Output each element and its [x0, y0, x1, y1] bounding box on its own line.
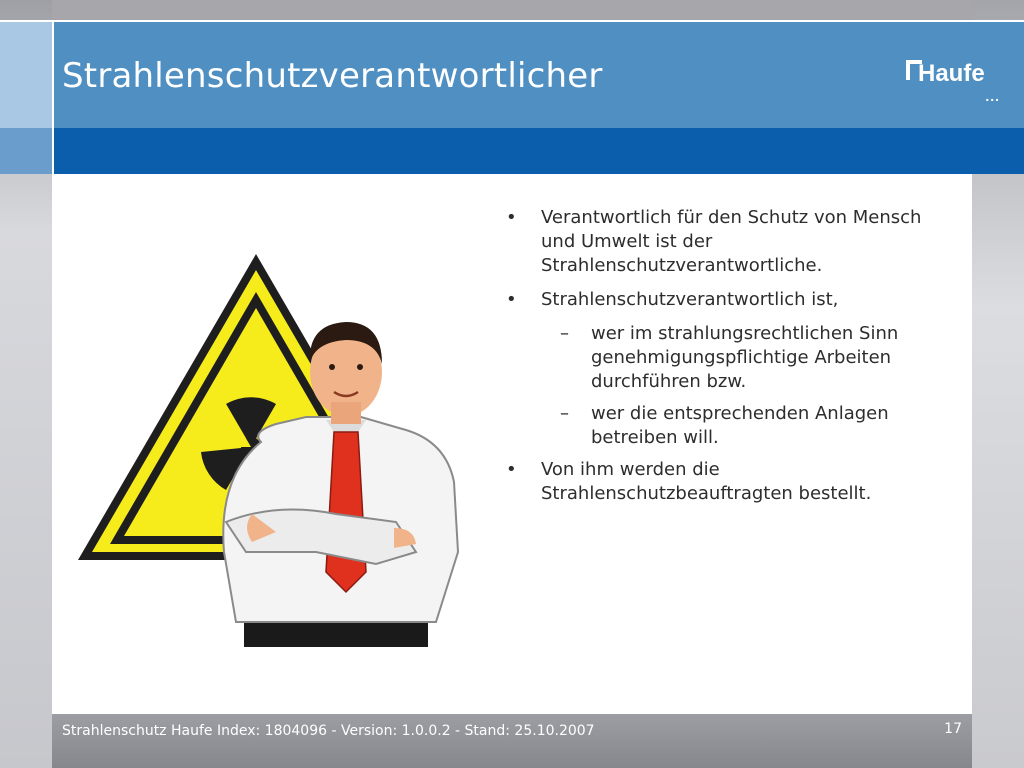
- slide-footer: [52, 714, 972, 768]
- title-band: [0, 20, 1024, 130]
- bullet-marker: •: [506, 207, 517, 228]
- logo-text: Haufe: [918, 60, 985, 87]
- bullet-item: [506, 206, 926, 278]
- slide-title: Strahlenschutzverantwortlicher: [62, 56, 603, 96]
- logo-dots: ...: [985, 88, 1000, 104]
- title-band-left-tab: [0, 22, 52, 128]
- bullet-text: Von ihm werden die Strahlenschutzbeauftragten bestellt.: [541, 459, 872, 504]
- sub-bullet-item: [506, 322, 926, 394]
- sub-bullet-text: wer im strahlungsrechtlichen Sinn genehmigungspflichtige Arbeiten durchführen bzw.: [591, 323, 899, 392]
- page-number: 17: [944, 721, 962, 737]
- sub-band-left-tab: [0, 128, 52, 174]
- title-band-divider: [52, 22, 54, 128]
- sub-bullet-text: wer die entsprechenden Anlagen betreiben will.: [591, 403, 889, 448]
- bullet-list: [506, 206, 926, 516]
- haufe-logo: [906, 58, 1002, 108]
- bullet-text: Strahlenschutzverantwortlich ist,: [541, 289, 839, 310]
- bullet-text: Verantwortlich für den Schutz von Mensch und Umwelt ist der Strahlenschutzverantwortliche.: [541, 207, 922, 276]
- bullet-marker: •: [506, 459, 517, 480]
- sub-band-divider: [52, 128, 54, 174]
- bullet-marker: •: [506, 289, 517, 310]
- sub-band: [0, 128, 1024, 174]
- footer-text: Strahlenschutz Haufe Index: 1804096 - Version: 1.0.0.2 - Stand: 25.10.2007: [62, 723, 595, 739]
- bullet-item: [506, 288, 926, 312]
- radiation-sign-businessman-illustration: [76, 252, 476, 652]
- top-strip: [52, 0, 972, 20]
- sub-bullet-item: [506, 402, 926, 450]
- sub-bullet-marker: –: [560, 323, 569, 344]
- sub-bullet-marker: –: [560, 403, 569, 424]
- bullet-item: [506, 458, 926, 506]
